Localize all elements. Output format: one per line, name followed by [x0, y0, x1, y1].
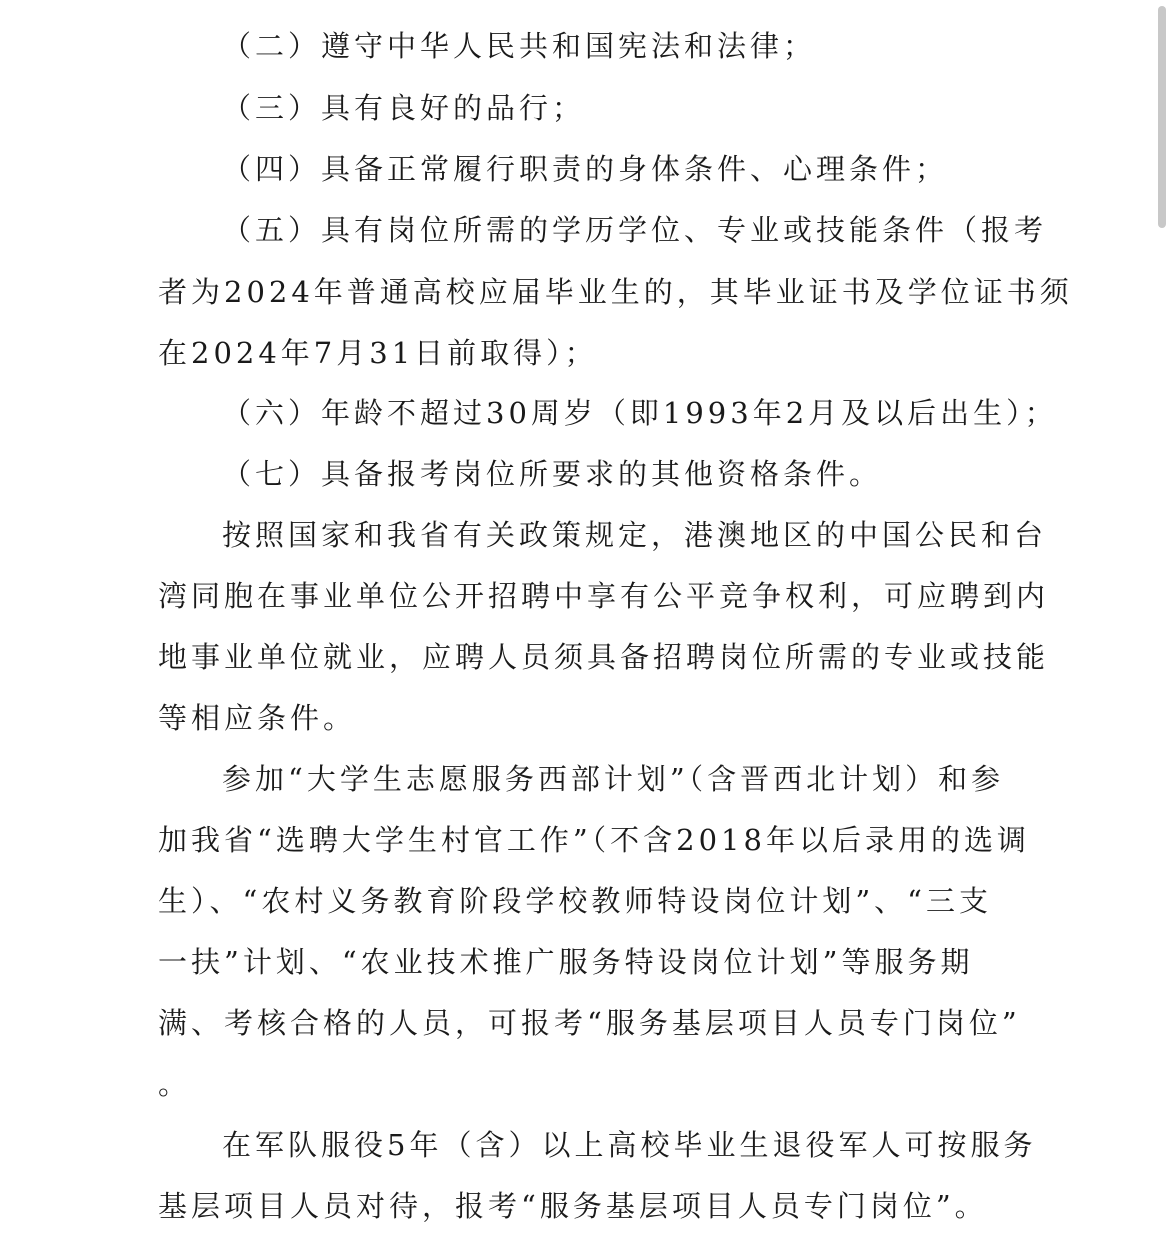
scrollbar-thumb[interactable] [1158, 6, 1166, 228]
text-line: 满、考核合格的人员，可报考“服务基层项目人员专门岗位” [158, 1006, 1021, 1040]
text-line: 参加“大学生志愿服务西部计划”（含晋西北计划）和参 [222, 762, 1005, 796]
text-line: 在军队服役5年（含）以上高校毕业生退役军人可按服务 [222, 1128, 1037, 1162]
text-line: （三）具有良好的品行； [222, 91, 586, 125]
text-line: （五）具有岗位所需的学历学位、专业或技能条件（报考 [222, 213, 1048, 247]
text-line: 。 [158, 1067, 192, 1101]
text-line: （二）遵守中华人民共和国宪法和法律； [222, 29, 817, 63]
text-line: 湾同胞在事业单位公开招聘中享有公平竞争权利，可应聘到内 [158, 579, 1050, 613]
text-line: 在2024年7月31日前取得）； [158, 336, 598, 370]
text-line: （七）具备报考岗位所要求的其他资格条件。 [222, 457, 883, 491]
text-line: （六）年龄不超过30周岁（即1993年2月及以后出生）； [222, 396, 1058, 430]
text-line: 一扶”计划、“农业技术推广服务特设岗位计划”等服务期 [158, 945, 974, 979]
text-line: （四）具备正常履行职责的身体条件、心理条件； [222, 152, 949, 186]
text-line: 地事业单位就业，应聘人员须具备招聘岗位所需的专业或技能 [158, 640, 1050, 674]
text-line: 生）、“农村义务教育阶段学校教师特设岗位计划”、“三支 [158, 884, 992, 918]
text-line: 加我省“选聘大学生村官工作”（不含2018年以后录用的选调 [158, 823, 1030, 857]
text-line: 等相应条件。 [158, 701, 357, 735]
text-line: 者为2024年普通高校应届毕业生的，其毕业证书及学位证书须 [158, 275, 1073, 309]
text-line: 基层项目人员对待，报考“服务基层项目人员专门岗位”。 [158, 1189, 988, 1223]
text-line: 按照国家和我省有关政策规定，港澳地区的中国公民和台 [222, 518, 1048, 552]
